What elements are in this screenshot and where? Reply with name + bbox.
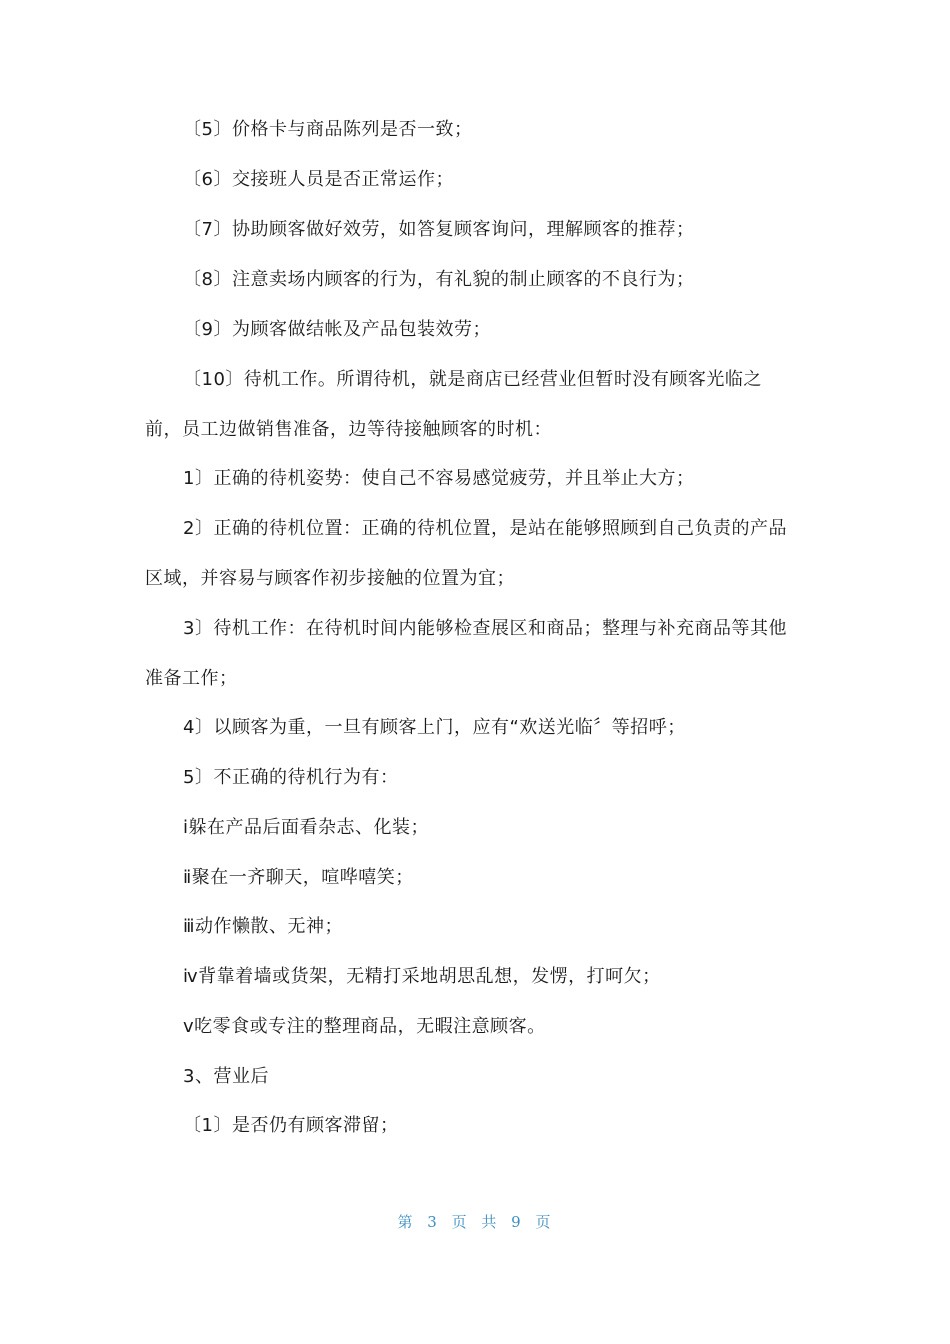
paragraph-line: 3〕待机工作：在待机时间内能够检查展区和商品；整理与补充商品等其他 bbox=[183, 618, 787, 639]
paragraph-line: 2〕正确的待机位置：正确的待机位置，是站在能够照顾到自己负责的产品 bbox=[183, 518, 787, 539]
section-heading: 3、营业后 bbox=[183, 1066, 269, 1087]
paragraph-line: ⅱ聚在一齐聊天，喧哗嘻笑； bbox=[183, 867, 414, 888]
paragraph-line: 〔5〕价格卡与商品陈列是否一致； bbox=[183, 119, 473, 140]
paragraph-line: 1〕正确的待机姿势：使自己不容易感觉疲劳，并且举止大方； bbox=[183, 468, 695, 489]
paragraph-line: 〔10〕待机工作。所谓待机，就是商店已经营业但暂时没有顾客光临之 bbox=[183, 369, 762, 390]
page-number-footer: 第 3 页 共 9 页 bbox=[397, 1213, 553, 1231]
paragraph-line: ⅳ背靠着墙或货架，无精打采地胡思乱想，发愣，打呵欠； bbox=[183, 966, 661, 987]
paragraph-line: 〔7〕协助顾客做好效劳，如答复顾客询问，理解顾客的推荐； bbox=[183, 219, 695, 240]
paragraph-line: 4〕以顾客为重，一旦有顾客上门，应有“欢送光临〞等招呼； bbox=[183, 717, 686, 738]
paragraph-line: 〔6〕交接班人员是否正常运作； bbox=[183, 169, 454, 190]
paragraph-line: ⅰ躲在产品后面看杂志、化装； bbox=[183, 817, 429, 838]
paragraph-line: 〔1〕是否仍有顾客滞留； bbox=[183, 1115, 399, 1136]
paragraph-line: 前，员工边做销售准备，边等待接触顾客的时机： bbox=[145, 419, 552, 440]
paragraph-line: 〔9〕为顾客做结帐及产品包装效劳； bbox=[183, 319, 491, 340]
paragraph-line: ⅴ吃零食或专注的整理商品，无暇注意顾客。 bbox=[183, 1016, 546, 1037]
paragraph-line: 区域，并容易与顾客作初步接触的位置为宜； bbox=[145, 568, 515, 589]
paragraph-line: 5〕不正确的待机行为有： bbox=[183, 767, 399, 788]
paragraph-line: 准备工作； bbox=[145, 668, 238, 689]
paragraph-line: ⅲ动作懒散、无神； bbox=[183, 916, 343, 937]
paragraph-line: 〔8〕注意卖场内顾客的行为，有礼貌的制止顾客的不良行为； bbox=[183, 269, 695, 290]
